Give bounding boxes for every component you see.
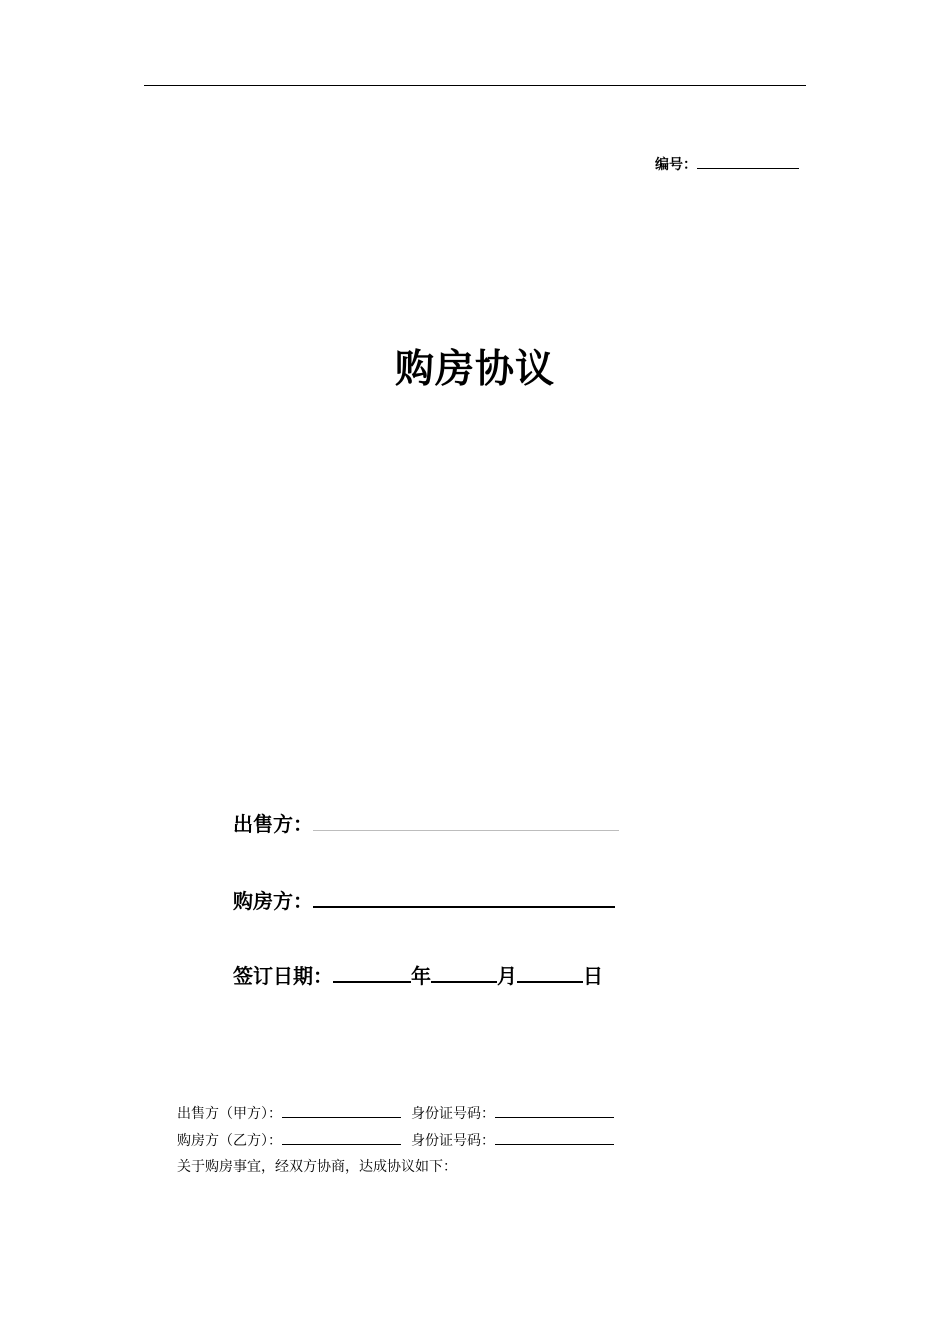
party-b-line xyxy=(177,1130,614,1151)
month-blank[interactable] xyxy=(431,961,497,983)
signing-date-field xyxy=(233,961,603,990)
seller-field xyxy=(233,810,619,838)
buyer-field xyxy=(233,886,615,915)
seller-label: 出售方： xyxy=(233,812,313,836)
party-a-label: 出售方（甲方）： xyxy=(177,1106,282,1122)
party-a-line xyxy=(177,1103,614,1124)
party-b-id-label: 身份证号码： xyxy=(411,1133,495,1149)
page-title: 购房协议 xyxy=(394,347,555,392)
seller-blank[interactable] xyxy=(313,810,619,831)
year-label: 年 xyxy=(411,964,431,988)
party-b-name-blank[interactable] xyxy=(282,1130,401,1145)
document-number-blank[interactable] xyxy=(697,153,799,169)
party-b-id-blank[interactable] xyxy=(495,1130,614,1145)
day-blank[interactable] xyxy=(517,961,583,983)
document-number-label: 编号： xyxy=(655,157,697,173)
party-b-label: 购房方（乙方）： xyxy=(177,1133,282,1149)
day-label: 日 xyxy=(583,964,603,988)
year-blank[interactable] xyxy=(333,961,411,983)
header-rule xyxy=(144,85,806,86)
agreement-intro: 关于购房事宜，经双方协商，达成协议如下： xyxy=(177,1159,457,1175)
party-a-id-label: 身份证号码： xyxy=(411,1106,495,1122)
buyer-label: 购房方： xyxy=(233,889,313,913)
buyer-blank[interactable] xyxy=(313,886,615,908)
party-a-id-blank[interactable] xyxy=(495,1103,614,1118)
month-label: 月 xyxy=(497,964,517,988)
signing-date-label: 签订日期： xyxy=(233,964,333,988)
party-a-name-blank[interactable] xyxy=(282,1103,401,1118)
document-number xyxy=(655,153,799,175)
